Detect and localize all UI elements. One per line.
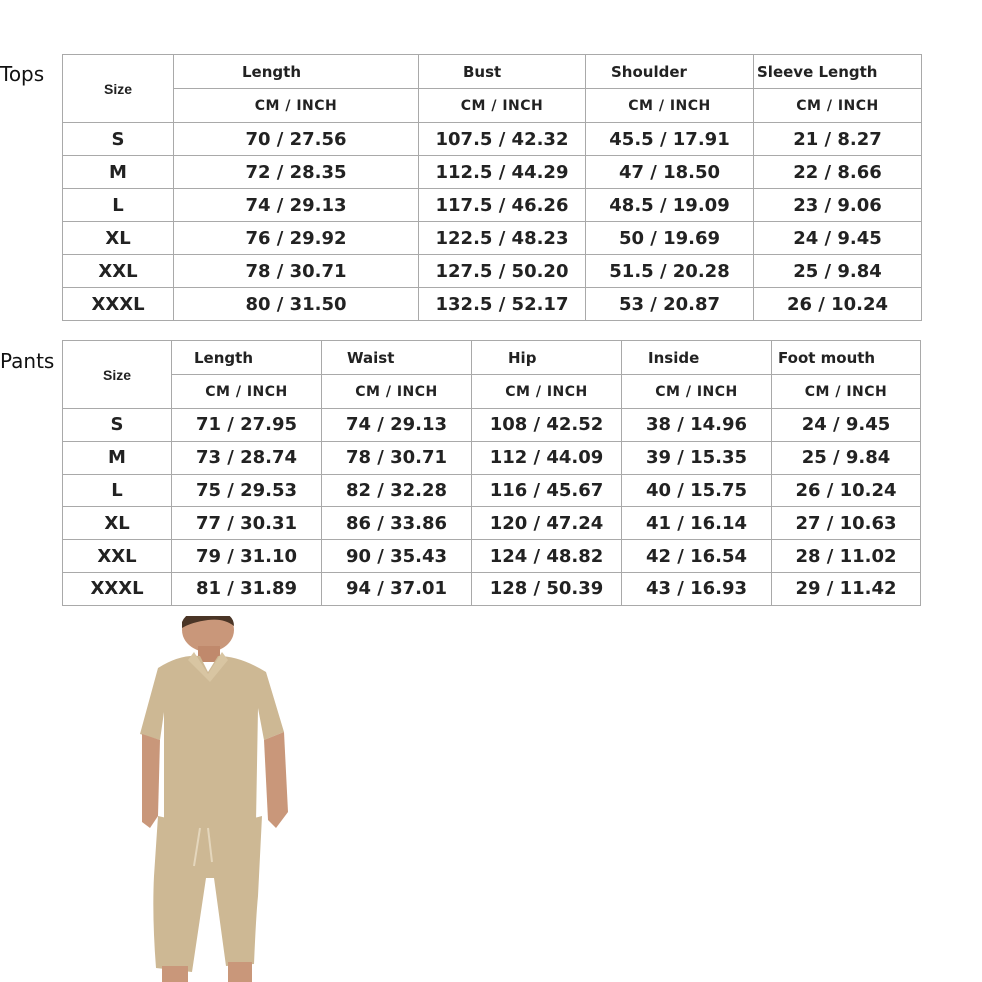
tops-unit-sleeve-length: CM / INCH — [754, 89, 922, 123]
tops-col-bust: Bust — [419, 55, 586, 89]
value-cell: 112 / 44.09 — [472, 441, 622, 474]
model-shorts — [153, 816, 262, 972]
value-cell: 82 / 32.28 — [322, 474, 472, 507]
value-cell: 107.5 / 42.32 — [419, 123, 586, 156]
model-left-leg — [162, 966, 188, 982]
value-cell: 90 / 35.43 — [322, 540, 472, 573]
size-cell: XXL — [63, 540, 172, 573]
model-right-leg — [228, 962, 252, 982]
model-shirt — [140, 656, 284, 827]
size-cell: XXL — [63, 255, 174, 288]
tops-unit-bust: CM / INCH — [419, 89, 586, 123]
value-cell: 27 / 10.63 — [772, 507, 921, 540]
value-cell: 42 / 16.54 — [622, 540, 772, 573]
pants-col-length: Length — [172, 341, 322, 375]
value-cell: 78 / 30.71 — [322, 441, 472, 474]
value-cell: 28 / 11.02 — [772, 540, 921, 573]
value-cell: 38 / 14.96 — [622, 409, 772, 442]
value-cell: 74 / 29.13 — [322, 409, 472, 442]
table-row — [63, 474, 921, 507]
size-cell: S — [63, 409, 172, 442]
pants-section-label: Pants — [0, 349, 55, 373]
model-left-arm — [142, 734, 160, 828]
value-cell: 24 / 9.45 — [754, 222, 922, 255]
value-cell: 76 / 29.92 — [174, 222, 419, 255]
tops-unit-shoulder: CM / INCH — [586, 89, 754, 123]
value-cell: 74 / 29.13 — [174, 189, 419, 222]
value-cell: 78 / 30.71 — [174, 255, 419, 288]
tops-header-row — [63, 55, 922, 89]
value-cell: 47 / 18.50 — [586, 156, 754, 189]
pants-unit-inside: CM / INCH — [622, 375, 772, 409]
value-cell: 132.5 / 52.17 — [419, 288, 586, 321]
table-row — [63, 441, 921, 474]
size-cell: XXXL — [63, 288, 174, 321]
value-cell: 124 / 48.82 — [472, 540, 622, 573]
value-cell: 120 / 47.24 — [472, 507, 622, 540]
pants-unit-waist: CM / INCH — [322, 375, 472, 409]
value-cell: 43 / 16.93 — [622, 572, 772, 605]
value-cell: 81 / 31.89 — [172, 572, 322, 605]
model-photo — [128, 616, 298, 982]
value-cell: 117.5 / 46.26 — [419, 189, 586, 222]
value-cell: 21 / 8.27 — [754, 123, 922, 156]
tops-col-sleeve-length: Sleeve Length — [754, 55, 922, 89]
table-row — [63, 189, 922, 222]
size-cell: M — [63, 441, 172, 474]
value-cell: 122.5 / 48.23 — [419, 222, 586, 255]
size-cell: S — [63, 123, 174, 156]
table-row — [63, 156, 922, 189]
value-cell: 128 / 50.39 — [472, 572, 622, 605]
size-cell: XL — [63, 222, 174, 255]
value-cell: 53 / 20.87 — [586, 288, 754, 321]
pants-col-waist: Waist — [322, 341, 472, 375]
value-cell: 75 / 29.53 — [172, 474, 322, 507]
value-cell: 94 / 37.01 — [322, 572, 472, 605]
value-cell: 25 / 9.84 — [772, 441, 921, 474]
value-cell: 77 / 30.31 — [172, 507, 322, 540]
value-cell: 26 / 10.24 — [772, 474, 921, 507]
value-cell: 116 / 45.67 — [472, 474, 622, 507]
model-right-arm — [264, 732, 288, 828]
tops-unit-length: CM / INCH — [174, 89, 419, 123]
value-cell: 127.5 / 50.20 — [419, 255, 586, 288]
table-row — [63, 288, 922, 321]
table-row — [63, 540, 921, 573]
tops-section-label: Tops — [0, 62, 45, 86]
tops-col-shoulder: Shoulder — [586, 55, 754, 89]
value-cell: 50 / 19.69 — [586, 222, 754, 255]
value-cell: 79 / 31.10 — [172, 540, 322, 573]
value-cell: 51.5 / 20.28 — [586, 255, 754, 288]
pants-col-foot-mouth: Foot mouth — [772, 341, 921, 375]
pants-unit-hip: CM / INCH — [472, 375, 622, 409]
value-cell: 45.5 / 17.91 — [586, 123, 754, 156]
value-cell: 70 / 27.56 — [174, 123, 419, 156]
pants-size-table — [62, 340, 921, 606]
table-row — [63, 222, 922, 255]
table-row — [63, 572, 921, 605]
value-cell: 72 / 28.35 — [174, 156, 419, 189]
table-row — [63, 123, 922, 156]
pants-unit-foot-mouth: CM / INCH — [772, 375, 921, 409]
tops-unit-row — [63, 89, 922, 123]
value-cell: 25 / 9.84 — [754, 255, 922, 288]
value-cell: 22 / 8.66 — [754, 156, 922, 189]
value-cell: 71 / 27.95 — [172, 409, 322, 442]
value-cell: 29 / 11.42 — [772, 572, 921, 605]
value-cell: 48.5 / 19.09 — [586, 189, 754, 222]
pants-unit-length: CM / INCH — [172, 375, 322, 409]
table-row — [63, 255, 922, 288]
value-cell: 73 / 28.74 — [172, 441, 322, 474]
pants-col-inside: Inside — [622, 341, 772, 375]
value-cell: 41 / 16.14 — [622, 507, 772, 540]
table-row — [63, 409, 921, 442]
value-cell: 40 / 15.75 — [622, 474, 772, 507]
value-cell: 24 / 9.45 — [772, 409, 921, 442]
value-cell: 80 / 31.50 — [174, 288, 419, 321]
value-cell: 112.5 / 44.29 — [419, 156, 586, 189]
size-cell: L — [63, 474, 172, 507]
tops-col-length: Length — [174, 55, 419, 89]
pants-header-row — [63, 341, 921, 375]
pants-size-header: Size — [63, 341, 172, 409]
value-cell: 86 / 33.86 — [322, 507, 472, 540]
tops-size-header: Size — [63, 55, 174, 123]
value-cell: 108 / 42.52 — [472, 409, 622, 442]
value-cell: 26 / 10.24 — [754, 288, 922, 321]
size-cell: XXXL — [63, 572, 172, 605]
tops-size-table — [62, 54, 922, 321]
size-cell: XL — [63, 507, 172, 540]
value-cell: 23 / 9.06 — [754, 189, 922, 222]
size-cell: M — [63, 156, 174, 189]
pants-col-hip: Hip — [472, 341, 622, 375]
value-cell: 39 / 15.35 — [622, 441, 772, 474]
pants-unit-row — [63, 375, 921, 409]
table-row — [63, 507, 921, 540]
size-cell: L — [63, 189, 174, 222]
